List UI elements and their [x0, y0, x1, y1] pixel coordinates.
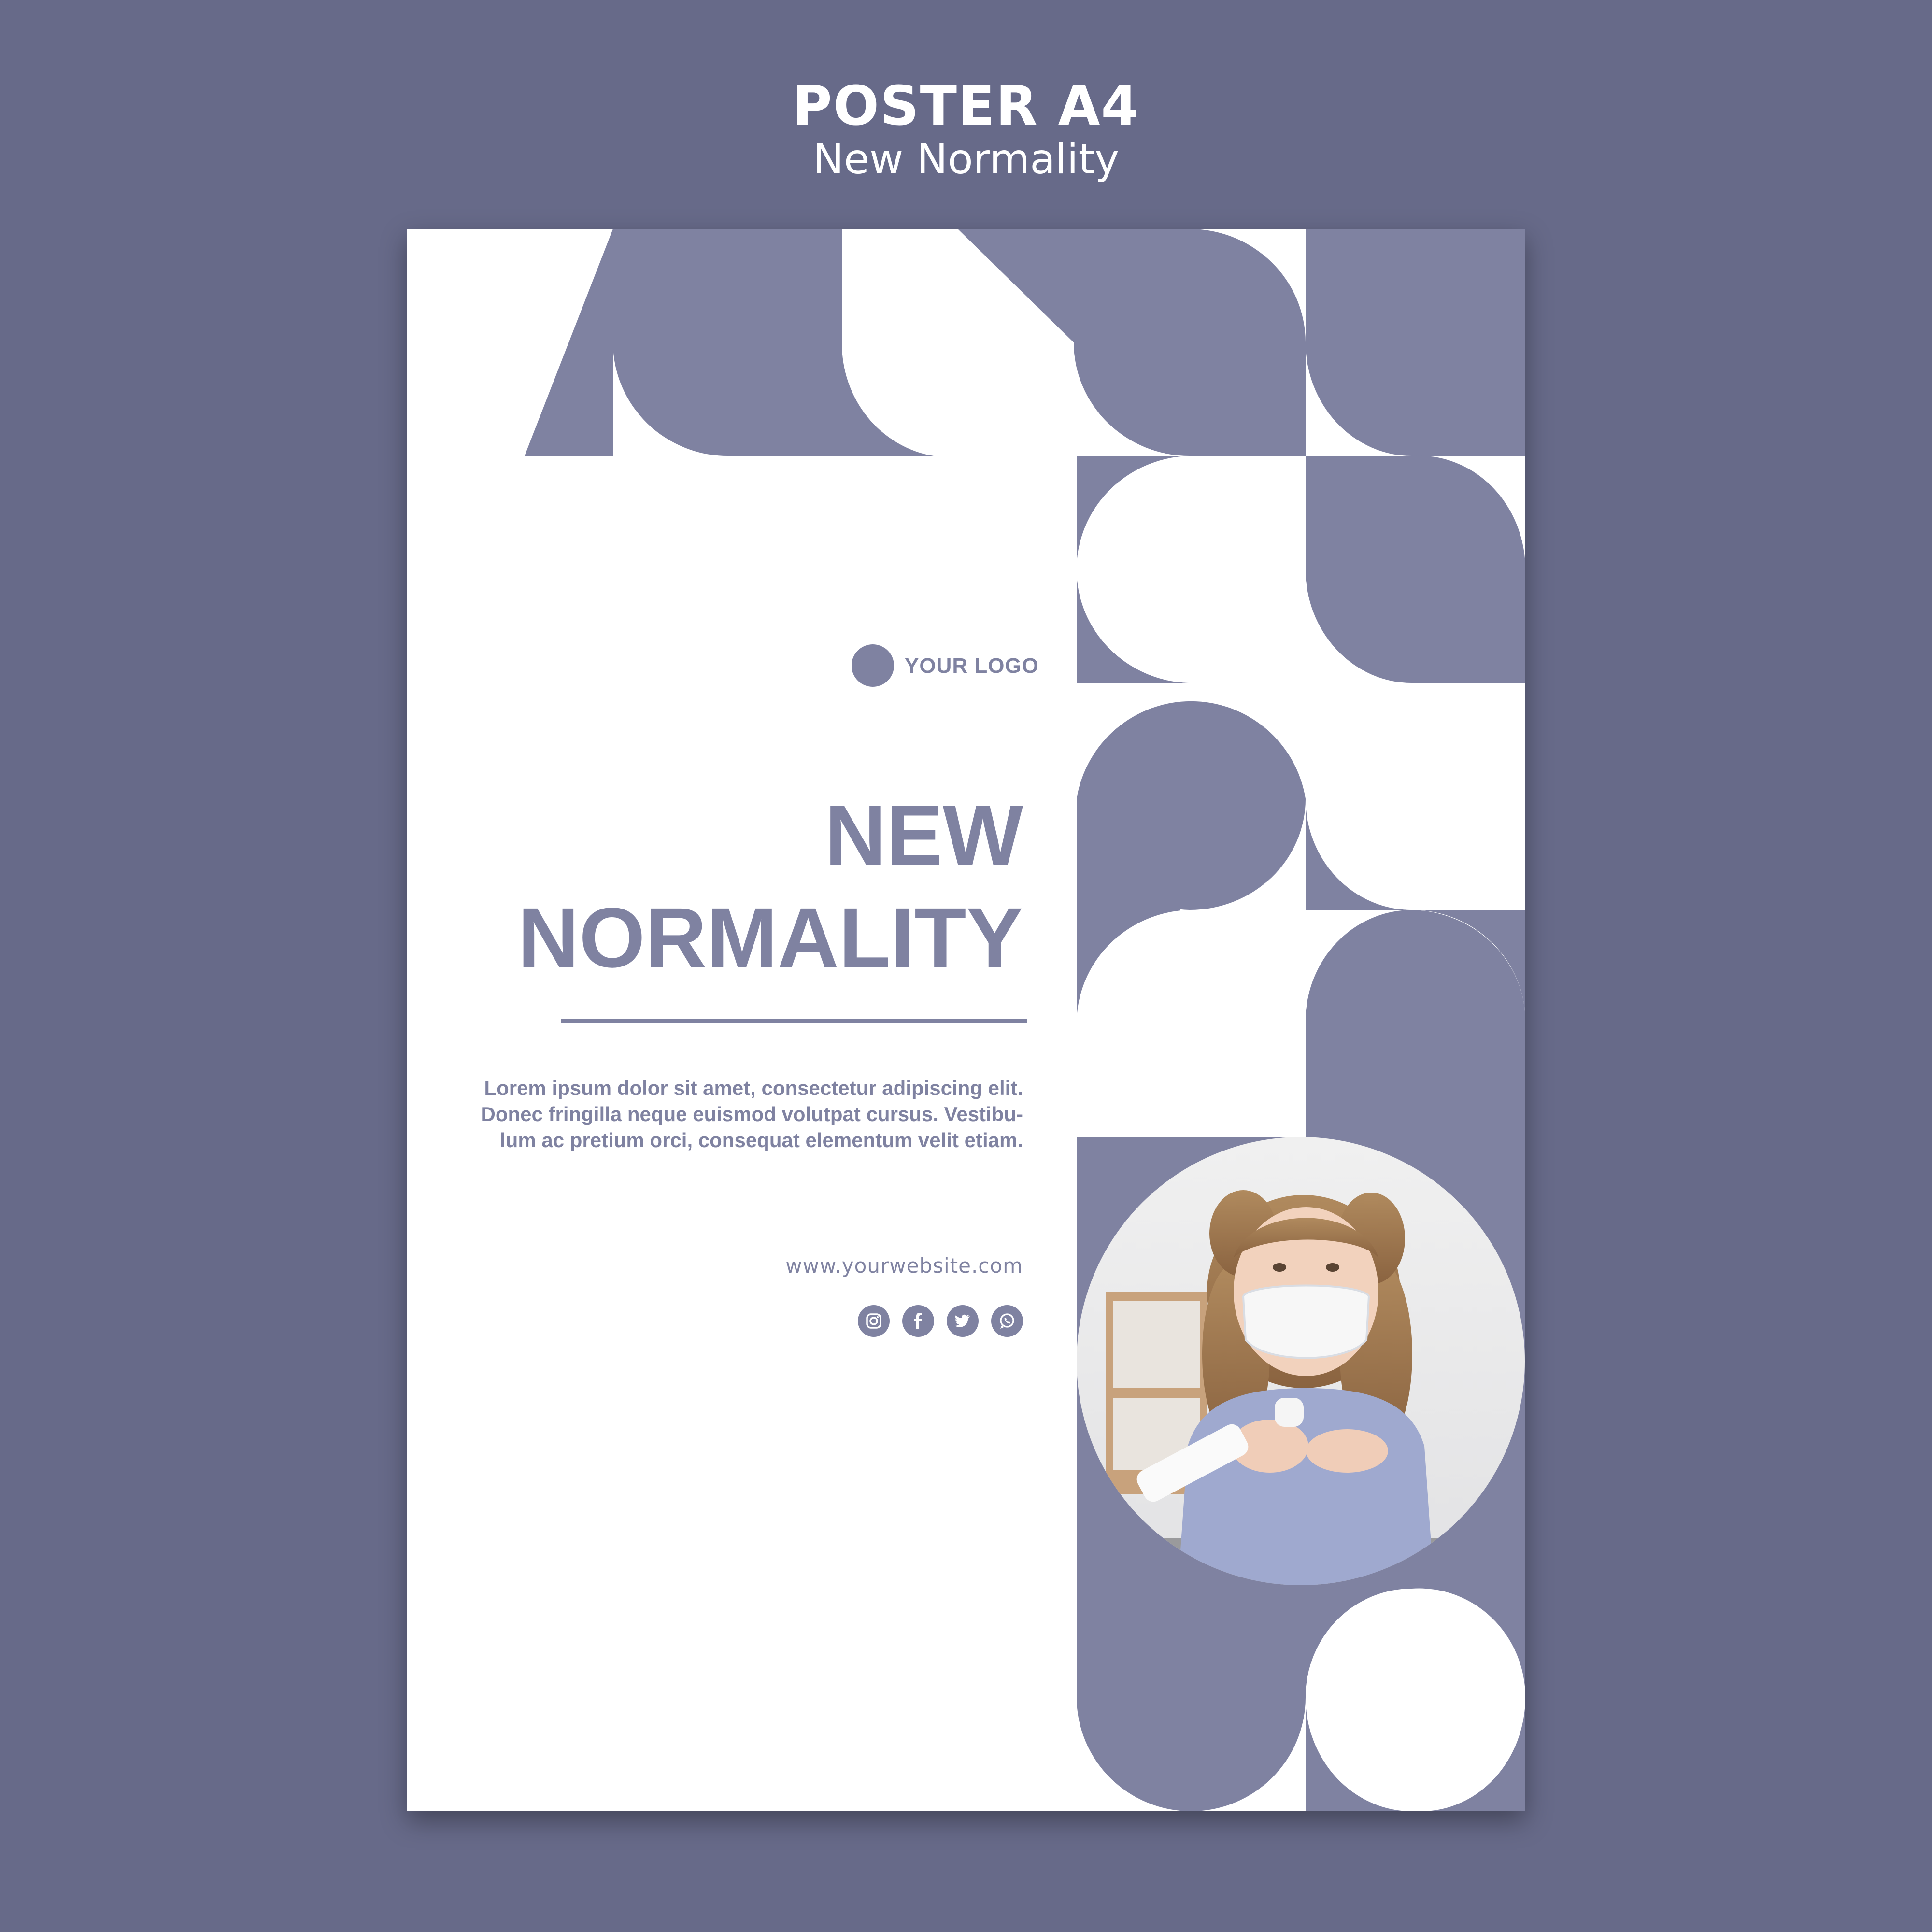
- headline-line-1: NEW: [824, 788, 1023, 883]
- pattern-shape: [1077, 685, 1180, 799]
- pattern-shape: [1306, 229, 1525, 456]
- pattern-shape: [1077, 1589, 1306, 1811]
- instagram-icon[interactable]: [858, 1305, 890, 1337]
- logo-text: YOUR LOGO: [905, 654, 1039, 678]
- pattern-shape: [1306, 683, 1525, 910]
- pattern-shape: [613, 229, 842, 456]
- pattern-shape: [525, 229, 613, 456]
- body-line: Donec fringilla neque euismod volutpat cursus. Vestibu-: [481, 1103, 1023, 1125]
- pattern-shape: [1077, 456, 1306, 683]
- pattern-shape: [1306, 910, 1525, 1137]
- body-line: lum ac pretium orci, consequat elementum velit etiam.: [500, 1129, 1023, 1151]
- twitter-icon[interactable]: [947, 1305, 979, 1337]
- headline: [518, 784, 1023, 989]
- pattern-shape: [1306, 455, 1525, 683]
- poster: [407, 229, 1525, 1811]
- page-title: POSTER A4: [792, 75, 1140, 138]
- pattern-shape: [842, 229, 934, 456]
- dress: [1178, 1388, 1434, 1585]
- page-subtitle: New Normality: [812, 135, 1120, 184]
- social-icons: [858, 1305, 1023, 1337]
- headline-line-2: NORMALITY: [517, 891, 1023, 985]
- pattern-shape: [1077, 910, 1306, 1137]
- face-mask: [1243, 1286, 1369, 1358]
- pattern-shape: [1306, 1588, 1525, 1811]
- pattern-shape: [958, 229, 1306, 456]
- logo-placeholder-icon: [852, 644, 894, 687]
- photo-girl-with-mask: [1077, 1137, 1525, 1585]
- facebook-icon[interactable]: [902, 1305, 934, 1337]
- whatsapp-icon[interactable]: [991, 1305, 1023, 1337]
- divider: [561, 1019, 1027, 1023]
- website-link[interactable]: www.yourwebsite.com: [785, 1254, 1023, 1278]
- body-text: [443, 1075, 1023, 1153]
- body-line: Lorem ipsum dolor sit amet, consectetur adipiscing elit.: [484, 1077, 1023, 1099]
